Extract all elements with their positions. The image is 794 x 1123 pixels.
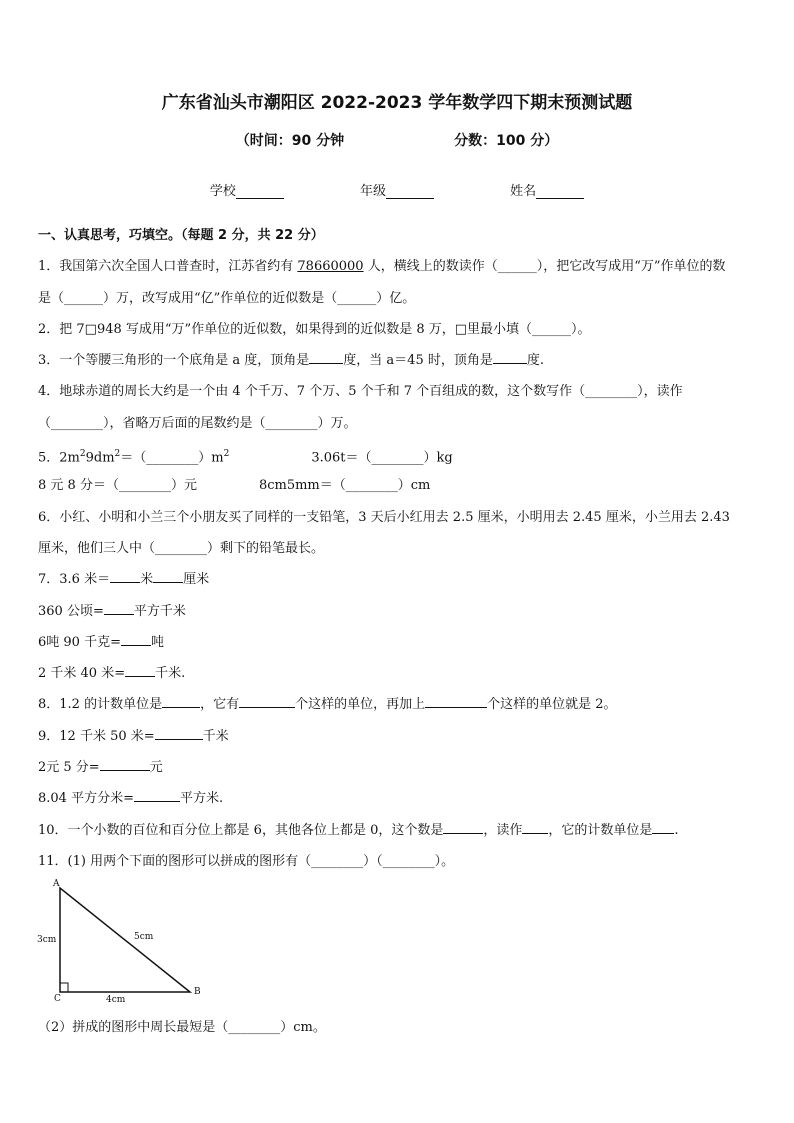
question-4-line-2: （________），省略万后面的尾数约是（________）万。 <box>38 415 357 431</box>
side-ab-label: 5cm <box>134 932 154 942</box>
student-info <box>0 180 794 199</box>
question-11: 11．(1) 用两个下面的图形可以拼成的图形有（________）（________）。 <box>38 853 455 869</box>
page-title: 广东省汕头市潮阳区 2022-2023 学年数学四下期末预测试题 <box>161 93 633 113</box>
answer-blank[interactable] <box>239 693 295 708</box>
answer-blank[interactable] <box>522 819 548 834</box>
question-1: 1．我国第六次全国人口普查时，江苏省约有 78660000 人，横线上的数读作（______），把它改写成用“万”作单位的数 <box>38 259 726 275</box>
question-6-line-2: 厘米，他们三人中（________）剩下的铅笔最长。 <box>38 540 325 556</box>
triangle-shape <box>60 888 190 992</box>
question-9: 9．12 千米 50 米= 千米 <box>38 721 758 752</box>
grade-blank[interactable] <box>386 186 434 199</box>
question-11-part-2: （2）拼成的图形中周长最短是（________）cm。 <box>38 1020 326 1035</box>
question-8: 8．1.2 的计数单位是 ，它有 个这样的单位，再加上 个这样的单位就是 2。 <box>38 689 758 720</box>
grade-field: 年级 <box>360 180 434 199</box>
vertex-c-label: C <box>54 994 61 1004</box>
answer-blank[interactable] <box>100 756 150 771</box>
answer-blank[interactable] <box>155 725 203 740</box>
name-blank[interactable] <box>536 186 584 199</box>
question-3: 3．一个等腰三角形的一个底角是 a 度，顶角是 度，当 a＝45 时，顶角是 度. <box>38 345 758 376</box>
right-triangle-figure <box>36 876 216 1006</box>
question-5: 5．$2m^29dm^2=(\_\_\_\_\_\_\_\_)m^2$ 3.06t＝（________）kg <box>38 449 453 466</box>
question-7-d: 2 千米 40 米= 千米. <box>38 658 758 689</box>
question-1-line-2: 是（______）万，改写成用“亿”作单位的近似数是（______）亿。 <box>38 290 416 306</box>
answer-blank[interactable] <box>162 693 200 708</box>
answer-blank[interactable] <box>493 349 527 364</box>
question-9-b: 2元 5 分= 元 <box>38 752 758 783</box>
question-10: 10．一个小数的百位和百分位上都是 6，其他各位上都是 0，这个数是 ，读作 ，它的计数单位是 . <box>38 815 758 846</box>
exam-time: （时间：90 分钟 <box>235 133 345 149</box>
right-angle-mark <box>60 983 68 992</box>
question-7-c: 6吨 90 千克= 吨 <box>38 627 758 658</box>
side-cb-label: 4cm <box>106 995 126 1005</box>
school-blank[interactable] <box>236 186 284 199</box>
answer-blank[interactable] <box>121 631 151 646</box>
answer-blank[interactable] <box>104 600 134 615</box>
answer-blank[interactable] <box>425 693 487 708</box>
answer-blank[interactable] <box>309 349 343 364</box>
question-5-line-2: 8 元 8 分＝（________）元 8cm5mm＝（________）cm <box>38 478 431 494</box>
answer-blank[interactable] <box>134 787 180 802</box>
question-list <box>38 220 758 877</box>
underlined-number: 78660000 <box>297 259 364 275</box>
question-6: 6．小红、小明和小兰三个小朋友买了同样的一支铅笔，3 天后小红用去 2.5 厘米，小明用去 2.45 厘米，小兰用去 2.43 <box>38 509 730 525</box>
question-2: 2．把 7□948 写成用“万”作单位的近似数，如果得到的近似数是 8 万，□里最小填（______）。 <box>38 321 591 337</box>
answer-blank[interactable] <box>110 568 140 583</box>
name-field: 姓名 <box>510 180 584 199</box>
question-7: 7．3.6 米＝ 米 厘米 <box>38 564 758 595</box>
answer-blank[interactable] <box>652 819 674 834</box>
answer-blank[interactable] <box>443 819 483 834</box>
vertex-a-label: A <box>53 879 60 889</box>
exam-meta <box>0 130 794 150</box>
section-1-title: 一、认真思考，巧填空。（每题 2 分，共 22 分） <box>38 228 324 243</box>
answer-blank[interactable] <box>153 568 183 583</box>
question-7-b: 360 公顷= 平方千米 <box>38 596 758 627</box>
question-4: 4．地球赤道的周长大约是一个由 4 个千万、7 个万、5 个千和 7 个百组成的数，这个数写作（________），读作 <box>38 384 683 400</box>
side-ac-label: 3cm <box>37 935 57 945</box>
answer-blank[interactable] <box>125 662 155 677</box>
school-field: 学校 <box>210 180 284 199</box>
question-9-c: 8.04 平方分米= 平方米. <box>38 783 758 814</box>
exam-score: 分数：100 分） <box>454 133 559 149</box>
vertex-b-label: B <box>194 987 201 997</box>
